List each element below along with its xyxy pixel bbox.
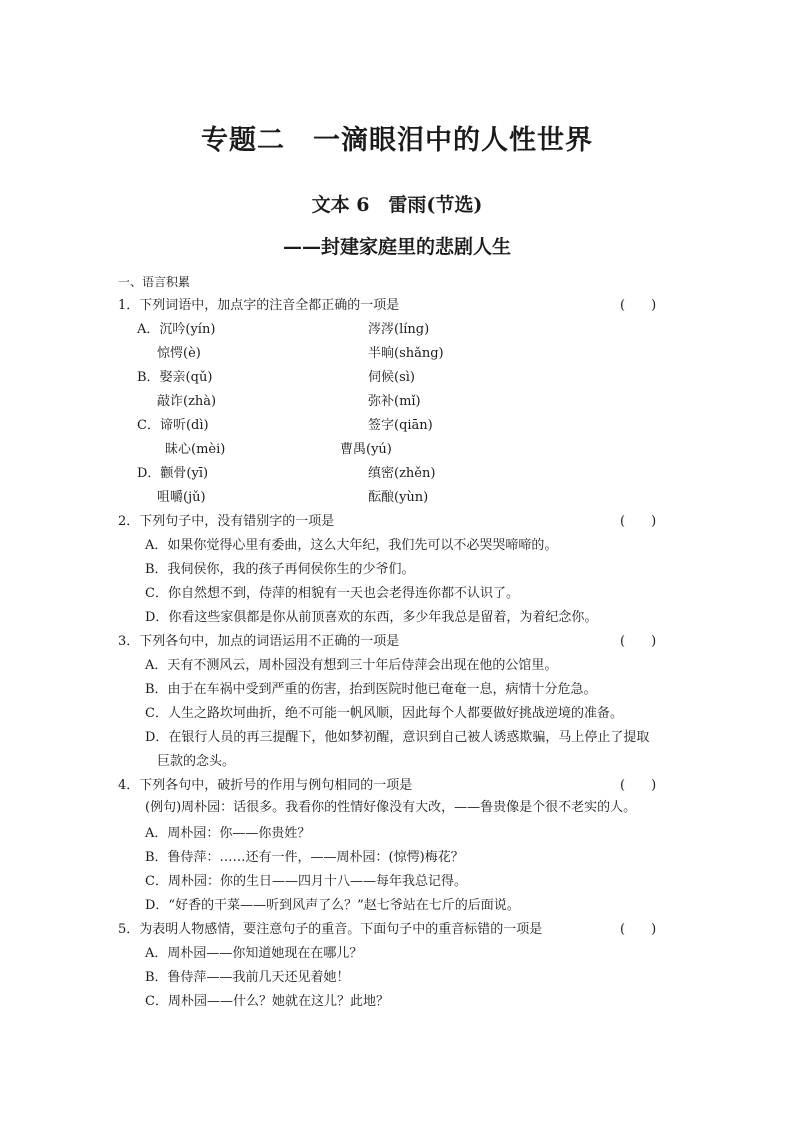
q1-option-c-1: C．谛听(dì)	[137, 418, 209, 433]
q3-option-d: D．在银行人员的再三提醒下，他如梦初醒，意识到自己被人诱惑欺骗，马上停止了提取	[145, 730, 650, 745]
answer-paren-4: ( )	[620, 778, 657, 793]
q1-option-c-4: 曹禺(yú)	[340, 442, 392, 457]
q1-option-a-2: 涔涔(líng)	[368, 322, 430, 337]
question-1-stem: 1．下列词语中，加点字的注音全都正确的一项是	[118, 298, 400, 313]
text-subtitle: 文本 6 雷雨(节选)	[311, 194, 483, 216]
document-title: 专题二 一滴眼泪中的人性世界	[201, 125, 593, 156]
answer-paren-2: ( )	[620, 514, 657, 529]
q3-option-c: C．人生之路坎坷曲折，绝不可能一帆风顺，因此每个人都要做好挑战逆境的准备。	[145, 706, 623, 721]
q4-example: (例句)周朴园：话很多。我看你的性情好像没有大改，——鲁贵像是个很不老实的人。	[145, 800, 637, 815]
question-5-stem: 5．为表明人物感情，要注意句子的重音。下面句子中的重音标错的一项是	[118, 922, 543, 937]
question-4-stem: 4．下列各句中，破折号的作用与例句相同的一项是	[118, 778, 413, 793]
q1-option-b-4: 弥补(mǐ)	[368, 394, 421, 409]
q1-option-a-1: A．沉吟(yín)	[137, 322, 216, 337]
q1-option-b-1: B．娶亲(qǔ)	[137, 370, 213, 385]
q3-option-a: A．天有不测风云，周朴园没有想到三十年后侍萍会出现在他的公馆里。	[145, 658, 558, 673]
q2-option-b: B．我伺侯你，我的孩子再伺侯你生的少爷们。	[145, 562, 415, 577]
answer-paren-3: ( )	[620, 634, 657, 649]
q1-option-a-3: 惊愕(è)	[157, 346, 201, 361]
q2-option-c: C．你自然想不到，侍萍的相貌有一天也会老得连你都不认识了。	[145, 586, 519, 601]
q1-option-d-3: 咀嚼(jǔ)	[157, 490, 206, 505]
q5-option-a: A．周朴园——你知道她现在在哪儿？	[145, 946, 363, 961]
q1-option-a-4: 半晌(shǎng)	[368, 346, 444, 361]
section-heading: 一、语言积累	[118, 275, 191, 289]
answer-paren-1: ( )	[620, 298, 657, 313]
q1-option-d-1: D．颧骨(yī)	[137, 466, 209, 481]
q2-option-d: D．你看这些家俱都是你从前顶喜欢的东西，多少年我总是留着，为着纪念你。	[145, 610, 598, 625]
question-2-stem: 2．下列句子中，没有错别字的一项是	[118, 514, 335, 529]
q1-option-c-3: 昧心(mèi)	[165, 442, 226, 457]
q2-option-a: A．如果你觉得心里有委曲，这么大年纪，我们先可以不必哭哭啼啼的。	[145, 538, 558, 553]
q4-option-b: B．鲁侍萍：……还有一件，——周朴园：(惊愕)梅花？	[145, 850, 464, 865]
question-3-stem: 3．下列各句中，加点的词语运用不正确的一项是	[118, 634, 400, 649]
answer-paren-5: ( )	[620, 922, 657, 937]
q3-option-b: B．由于在车祸中受到严重的伤害，抬到医院时他已奄奄一息，病情十分危急。	[145, 682, 597, 697]
q4-option-c: C．周朴园：你的生日——四月十八——每年我总记得。	[145, 874, 467, 889]
text-subtitle-2: ——封建家庭里的悲剧人生	[282, 236, 511, 258]
q1-option-c-2: 签字(qiān)	[368, 418, 433, 433]
q5-option-b: B．鲁侍萍——我前几天还见着她！	[145, 970, 350, 985]
q1-option-d-2: 缜密(zhěn)	[368, 466, 436, 481]
q1-option-d-4: 酝酿(yùn)	[368, 490, 429, 505]
q3-option-d-continued: 巨款的念头。	[157, 754, 236, 769]
q1-option-b-3: 敲诈(zhà)	[157, 394, 217, 409]
q1-option-b-2: 伺候(sì)	[368, 370, 415, 385]
q5-option-c: C．周朴园——什么？她就在这儿？此地？	[145, 994, 389, 1009]
q4-option-d: D．“好香的干菜——听到风声了么？”赵七爷站在七斤的后面说。	[145, 898, 520, 913]
q4-option-a: A．周朴园：你——你贵姓？	[145, 826, 311, 841]
